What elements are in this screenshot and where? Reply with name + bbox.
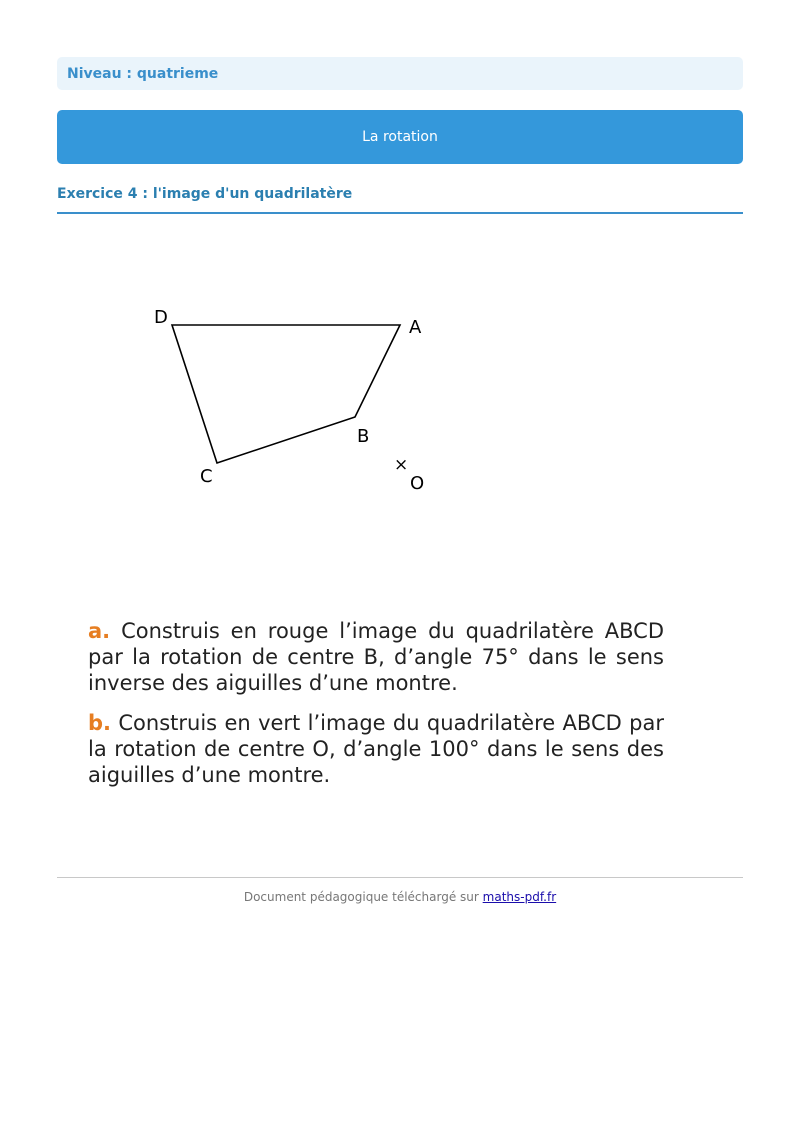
point-label-b: B — [357, 426, 370, 447]
exercise-title: Exercice 4 : l'image d'un quadrilatère — [57, 186, 353, 202]
instruction-b-letter: b. — [88, 711, 112, 735]
footer — [0, 890, 800, 904]
footer-divider — [57, 877, 743, 878]
footer-link[interactable]: maths-pdf.fr — [482, 890, 557, 904]
instruction-a-text: Construis en rouge l’image du quadrilatère ABCD par la rotation de centre B, d’angle 75° dans le sens inverse des aiguilles d’une montre. — [88, 619, 664, 695]
page-title: La rotation — [362, 129, 438, 145]
level-label: Niveau : quatrieme — [67, 65, 219, 82]
footer-text: Document pédagogique téléchargé sur — [243, 890, 479, 904]
center-mark-o: × — [394, 455, 409, 475]
point-label-c: C — [200, 466, 213, 487]
exercise-instructions — [88, 618, 664, 802]
point-label-o: O — [410, 473, 425, 494]
instruction-a-letter: a. — [88, 619, 111, 643]
point-label-a: A — [409, 317, 422, 338]
instruction-b — [88, 710, 664, 788]
point-label-d: D — [154, 307, 168, 328]
instruction-a — [88, 618, 664, 696]
instruction-b-text: Construis en vert l’image du quadrilatère ABCD par la rotation de centre O, d’angle 100° dans le sens des aiguilles d’une montre. — [88, 711, 664, 787]
